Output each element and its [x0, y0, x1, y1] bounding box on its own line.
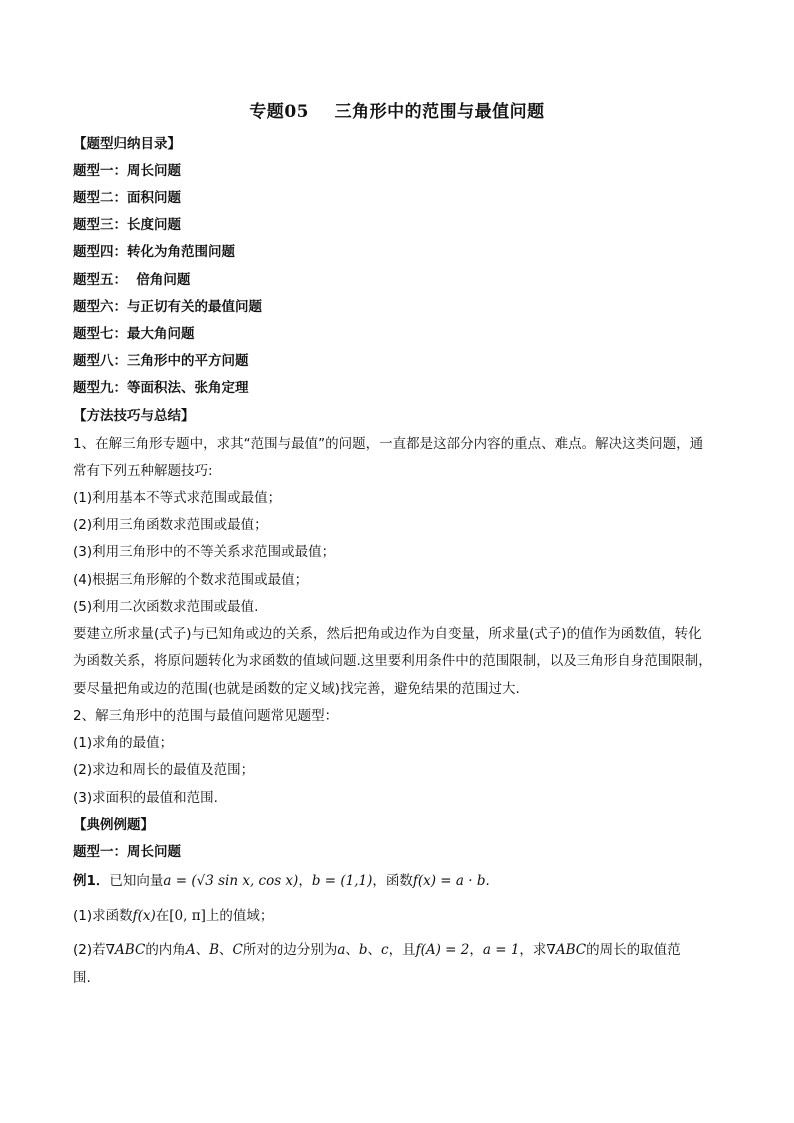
methods-paragraph-1-line-2: 常有下列五种解题技巧: — [73, 463, 213, 479]
directory-item: 题型七：最大角问题 — [73, 326, 195, 342]
method-tip: (2)利用三角函数求范围或最值； — [73, 517, 268, 533]
title-text: 三角形中的范围与最值问题 — [334, 102, 545, 122]
vector-b-expression: b = (1,1) — [311, 873, 373, 889]
method-tip: (4)根据三角形解的个数求范围或最值； — [73, 572, 309, 588]
condition-fa: f(A) = 2 — [415, 942, 470, 958]
question-2-line-1: (2)若∇ABC的内角A、B、C所对的边分别为a、b、c，且f(A) = 2，a = 1，求∇ABC的周长的取值范 — [73, 942, 681, 958]
method-tip: (1)利用基本不等式求范围或最值； — [73, 490, 282, 506]
directory-item: 题型九：等面积法、张角定理 — [73, 380, 249, 396]
directory-item: 题型八：三角形中的平方问题 — [73, 353, 249, 369]
problem-type: (3)求面积的最值和范围. — [73, 790, 218, 806]
title-prefix: 专题 — [249, 102, 285, 122]
directory-item: 题型二：面积问题 — [73, 190, 181, 206]
triangle-abc: ∇ABC — [546, 942, 587, 958]
directory-heading: 【题型归纳目录】 — [73, 136, 181, 152]
methods-paragraph-2-line-1: 要建立所求量(式子)与已知角或边的关系，然后把角或边作为自变量，所求量(式子)的值作为函数值，转化 — [73, 626, 702, 642]
problem-type: (2)求边和周长的最值及范围； — [73, 762, 255, 778]
methods-paragraph-2-line-3: 要尽量把角或边的范围(也就是函数的定义域)找完善，避免结果的范围过大. — [73, 681, 520, 697]
title-number: 05 — [284, 102, 309, 122]
example-type-heading: 题型一：周长问题 — [73, 844, 181, 860]
vector-a-expression: a = (√3 sin x, cos x) — [163, 873, 299, 889]
directory-item: 题型四：转化为角范围问题 — [73, 244, 235, 260]
methods-heading: 【方法技巧与总结】 — [73, 408, 195, 424]
function-fx: f(x) — [132, 908, 156, 924]
examples-heading: 【典例例题】 — [73, 817, 154, 833]
example-label: 例1． — [73, 873, 110, 889]
method-tip: (5)利用二次函数求范围或最值. — [73, 599, 259, 615]
methods-paragraph-3: 2、解三角形中的范围与最值问题常见题型： — [73, 708, 339, 724]
page-title — [0, 97, 794, 122]
directory-item: 题型五： 倍角问题 — [73, 272, 191, 288]
triangle-abc: ∇ABC — [105, 942, 146, 958]
question-2-line-2: 围. — [73, 970, 91, 986]
directory-item: 题型一：周长问题 — [73, 163, 181, 179]
function-definition: f(x) = a · b — [412, 873, 486, 889]
question-1: (1)求函数f(x)在[0, π]上的值域； — [73, 908, 274, 924]
method-tip: (3)利用三角形中的不等关系求范围或最值； — [73, 544, 336, 560]
example-1-statement: 例1．已知向量a = (√3 sin x, cos x)，b = (1,1)，函数f(x) = a · b． — [73, 873, 499, 889]
directory-item: 题型六：与正切有关的最值问题 — [73, 299, 262, 315]
methods-paragraph-2-line-2: 为函数关系，将原问题转化为求函数的值域问题.这里要利用条件中的范围限制，以及三角形自身范围限制， — [73, 653, 712, 669]
condition-a: a = 1 — [482, 942, 520, 958]
problem-type: (1)求角的最值； — [73, 735, 174, 751]
methods-paragraph-1-line-1: 1、在解三角形专题中，求其“范围与最值”的问题，一直都是这部分内容的重点、难点。解决这类问题，通 — [73, 436, 704, 452]
directory-item: 题型三：长度问题 — [73, 217, 181, 233]
interval: [0, π] — [169, 908, 206, 924]
